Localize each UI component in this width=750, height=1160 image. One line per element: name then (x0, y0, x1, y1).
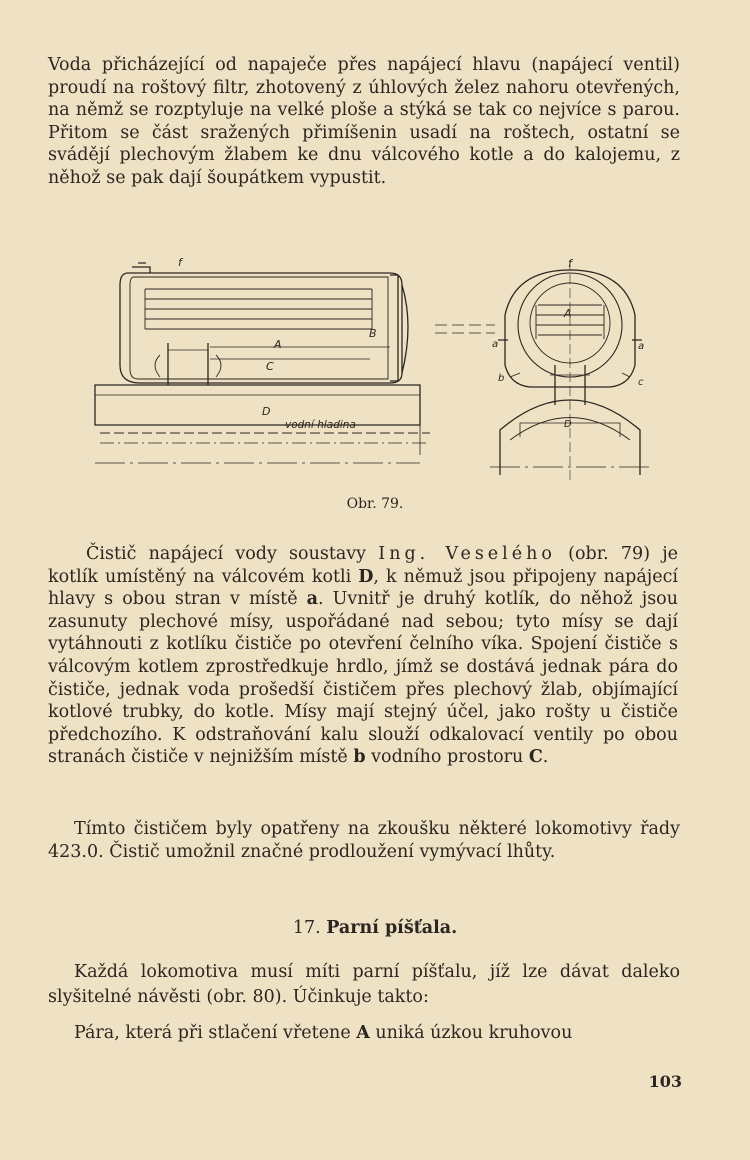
label-f-right: f (568, 257, 572, 270)
section-heading (0, 918, 750, 938)
paragraph-trial-locomotives: Tímto čističem byly opatřeny na zkoušku některé lokomotivy řady 423.0. Čistič umožnil značné prodloužení vymývací lhůty. (48, 819, 680, 862)
side-section-view (95, 263, 430, 463)
label-a-left: A (274, 338, 282, 351)
label-a-right: A (564, 307, 572, 320)
figure-79-drawing (90, 255, 650, 480)
paragraph-steam-whistle-operation: Pára, která při stlačení vřetene A uniká úzkou kruhovou (74, 1023, 573, 1043)
label-water-level: vodní hladina (285, 419, 356, 431)
label-b: B (369, 327, 377, 340)
label-f-left: f (178, 256, 182, 269)
label-a-small-left: a (492, 339, 499, 350)
label-b-small: b (498, 373, 505, 384)
page-number: 103 (648, 1072, 682, 1091)
paragraph-vesely-cleaner: Čistič napájecí vody soustavy Ing. Veselého (obr. 79) je kotlík umístěný na válcovém kotli D, k němuž jsou připojeny napájecí hlavy s obou stran v místě a. Uvnitř je druhý kotlík, do něhož jsou zasunuty plechové mísy, uspořádané nad sebou; tyto mísy se dají vytáhnouti z kotlíku čističe po otevření čelního víka. Spojení čističe s válcovým kotlem zprostředkuje hrdlo, jímž se dostává jednak pára do čističe, jednak voda prošedší čističem přes plechový žlab, objímající kotlové trubky, do kotle. Mísy mají stejný účel, jako rošty u čističe předchozího. K odstraňování kalu slouží odkalovací ventily po obou stranách čističe v nejnižším místě b vodního prostoru C. (48, 544, 679, 768)
label-a-small-right: a (638, 341, 645, 352)
label-d-left: D (262, 405, 271, 418)
cross-section-view (435, 260, 650, 480)
paragraph-steam-whistle-intro: Každá lokomotiva musí míti parní píšťalu, jíž lze dávat daleko slyšitelné návěsti (obr. 80). Účinkuje takto: (48, 962, 680, 1007)
label-c: C (266, 360, 274, 373)
section-title: Parní píšťala. (326, 918, 458, 938)
paragraph-feedwater-filter: Voda přicházející od napaječe přes napájecí hlavu (napájecí ventil) proudí na roštový filtr, zhotovený z úhlových želez nahoru otevřených, na němž se rozptyluje na velké ploše a stýká se tak co nejvíce s parou. Přitom se část sražených přimíšenin usadí na roštech, ostatní se svádějí plechovým žlabem ke dnu válcového kotle a do kalojemu, z něhož se pak dají šoupátkem vypustit. (48, 55, 680, 188)
section-number: 17. (292, 918, 321, 938)
label-d-right: D (564, 419, 572, 430)
label-c-small: c (638, 377, 644, 388)
author-name: Ing. Veselého (378, 544, 556, 564)
figure-caption: Obr. 79. (346, 496, 404, 512)
